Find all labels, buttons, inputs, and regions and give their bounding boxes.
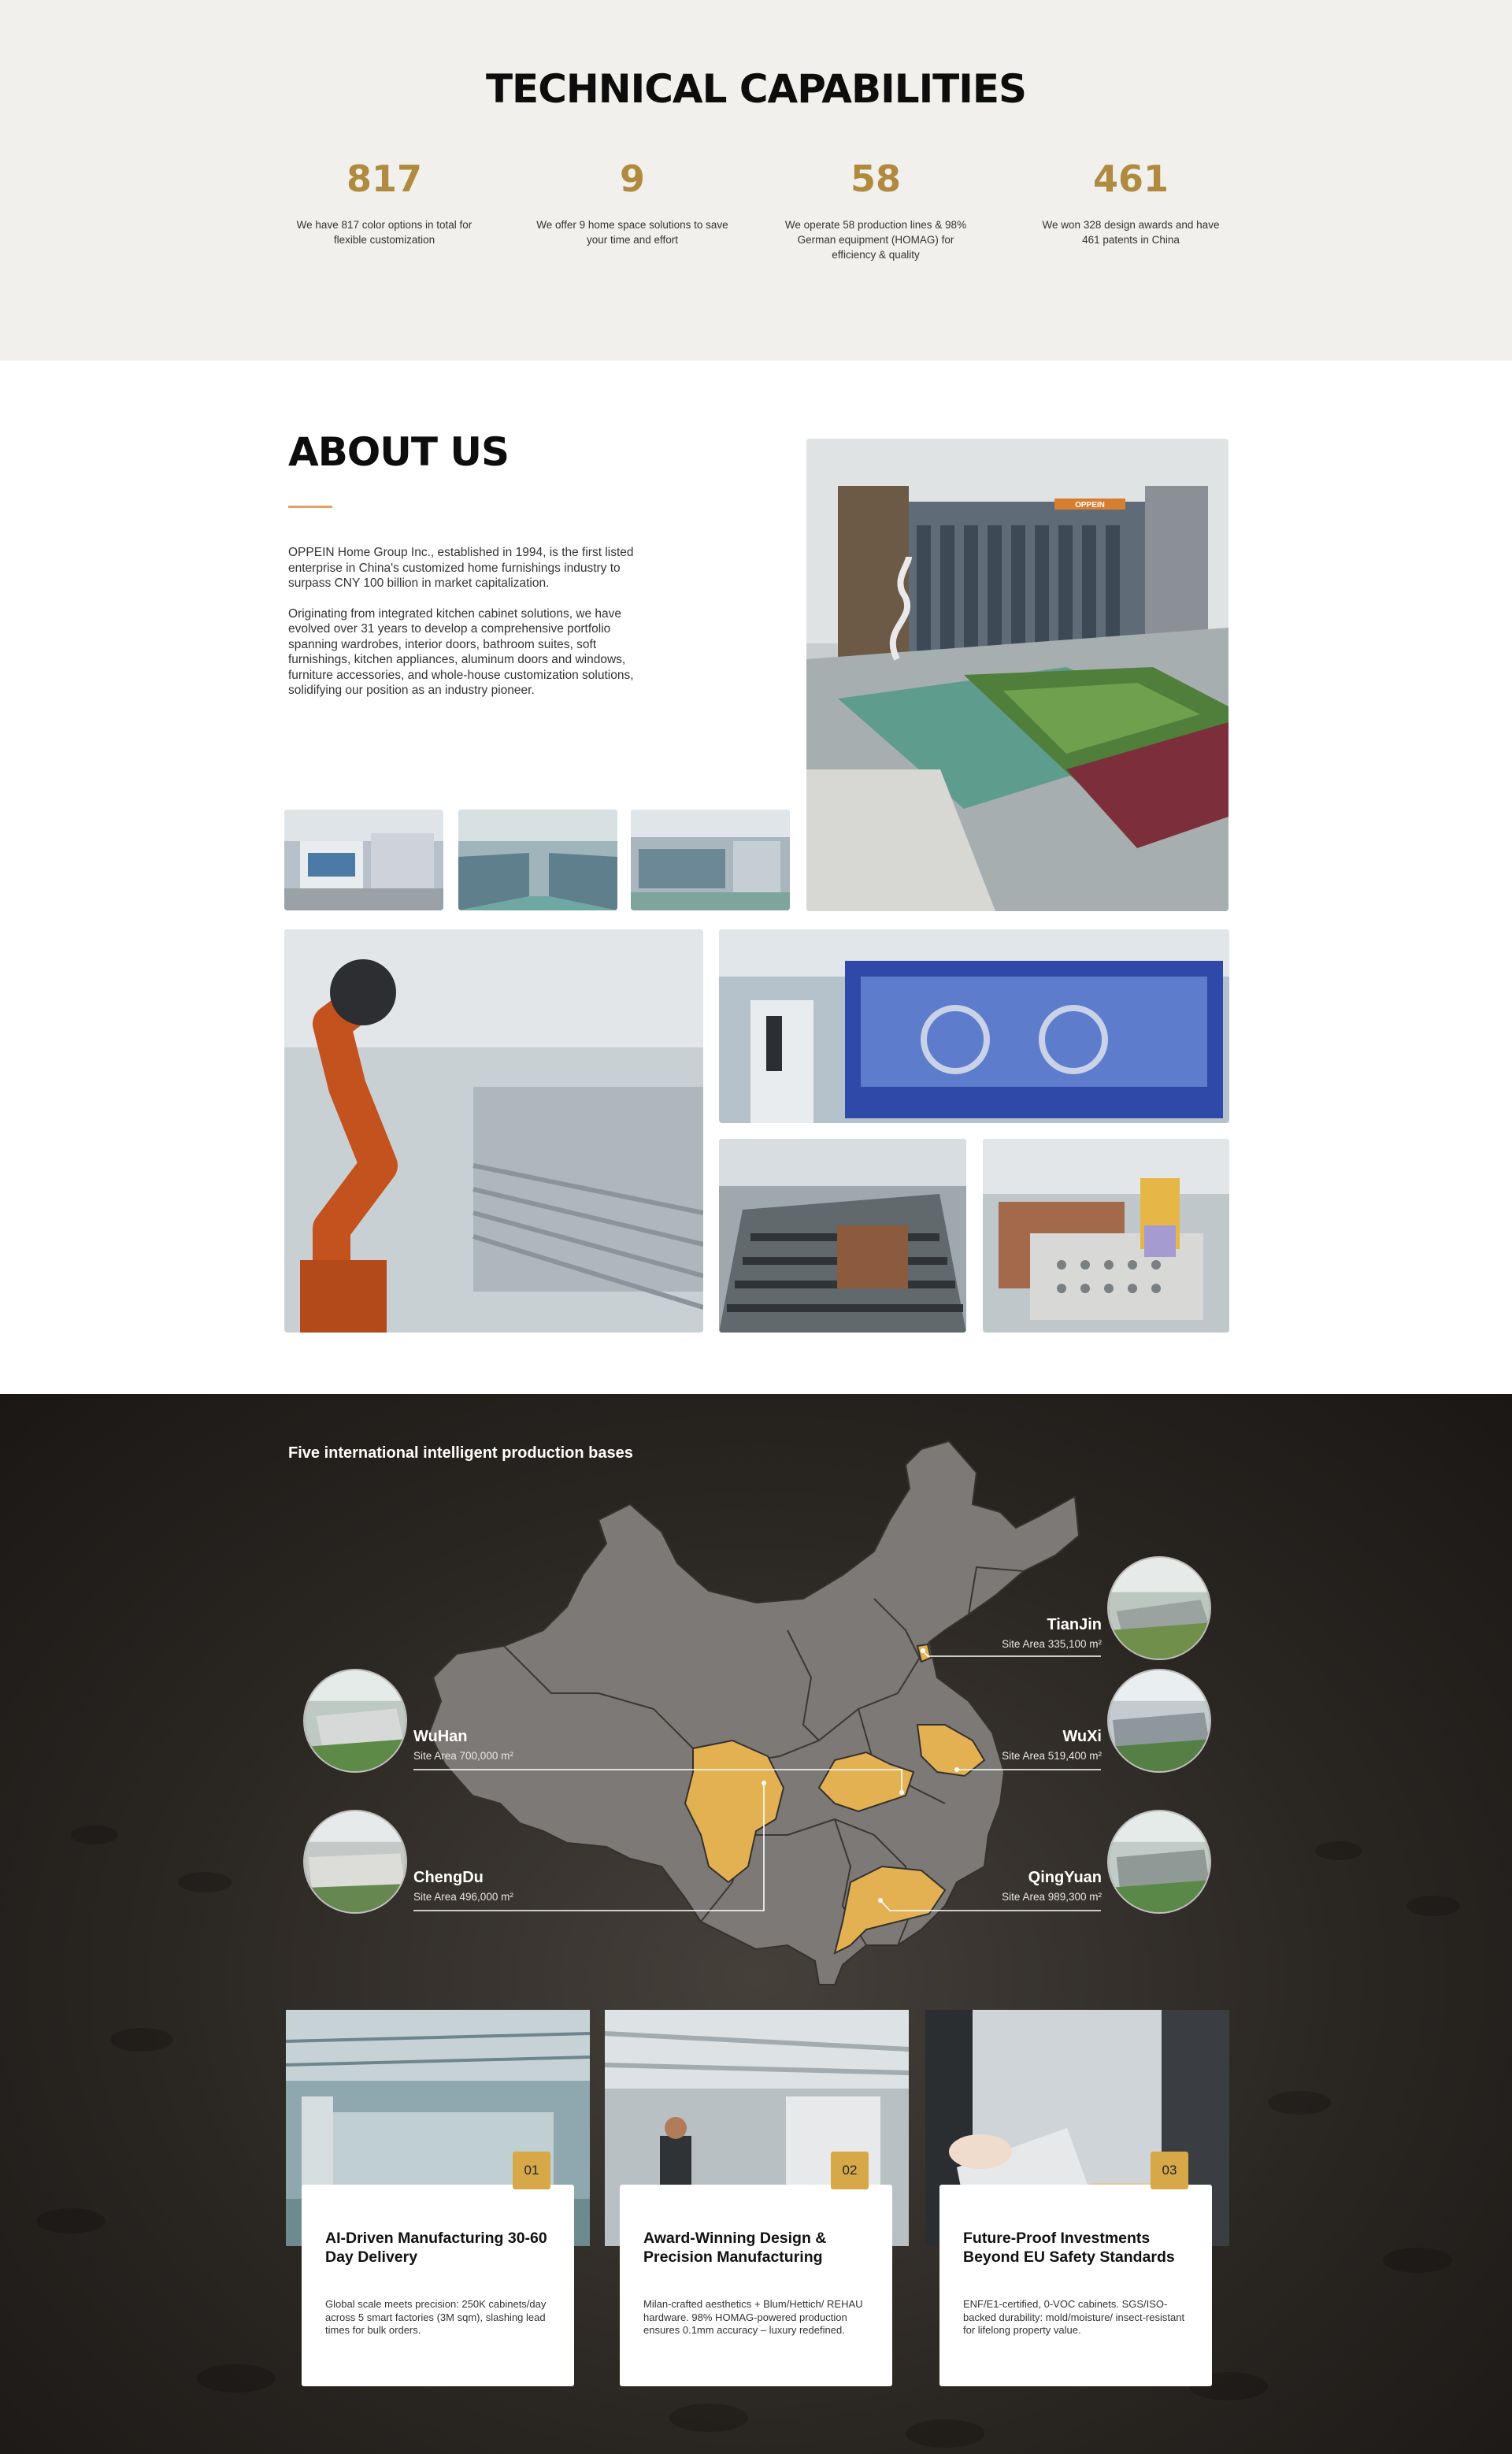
feature-title: Future-Proof Investments Beyond EU Safety Standards	[963, 2230, 1175, 2266]
site-area-chengdu: Site Area 496,000 m²	[413, 1891, 513, 1903]
feature-card	[620, 2163, 892, 2386]
feature-number-badge: 03	[1151, 2152, 1188, 2189]
wuxi-factory-photo	[1107, 1669, 1211, 1773]
wuhan-factory-photo	[303, 1669, 407, 1773]
site-name-tianjin: TianJin	[1047, 1616, 1102, 1633]
section-title: TECHNICAL CAPABILITIES	[485, 66, 1027, 112]
conveyor-photo	[719, 1139, 966, 1333]
feature-text: ENF/E1-certified, 0-VOC cabinets. SGS/ISO-backed durability: mold/moisture/ insect-resistant for lifelong property value.	[963, 2298, 1185, 2336]
tianjin-factory-photo	[1107, 1556, 1211, 1660]
stat-space-solutions	[522, 158, 743, 247]
feature-number-badge: 02	[831, 2152, 869, 2189]
title-underline	[288, 506, 332, 508]
site-name-chengdu: ChengDu	[413, 1869, 484, 1886]
hq-sign: OPPEIN	[1075, 501, 1105, 510]
feature-text: Global scale meets precision: 250K cabinets/day across 5 smart factories (3M sqm), slashing lead times for bulk orders.	[325, 2298, 547, 2336]
stat-number: 9	[619, 158, 645, 200]
stat-description: We operate 58 production lines & 98% German equipment (HOMAG) for efficiency & quality	[784, 219, 967, 261]
feature-text: Milan-crafted aesthetics + Blum/Hettich/ REHAU hardware. 98% HOMAG-powered production ensures 0.1mm accuracy – luxury redefined.	[643, 2298, 863, 2336]
bases-title: Five international intelligent production bases	[288, 1444, 633, 1462]
stat-production-lines	[765, 158, 986, 262]
feature-number-badge: 01	[513, 2152, 550, 2189]
china-map-outline	[429, 1441, 1079, 1985]
about-paragraph: OPPEIN Home Group Inc., established in 1994, is the first listed enterprise in China's customized home furnishings industry to surpass CNY 100 billion in market capitalization.	[288, 546, 634, 590]
stat-number: 58	[850, 158, 901, 200]
about-paragraph: Originating from integrated kitchen cabinet solutions, we have evolved over 31 years to develop a comprehensive portfolio spanning wardrobes, interior doors, bathroom suites, soft furnishings, kitchen appliances, aluminum doors and windows, furniture accessories, and whole-house customization solutions, solidifying our position as an industry pioneer.	[288, 606, 634, 697]
about-title: ABOUT US	[288, 429, 510, 475]
qingyuan-factory-photo	[1107, 1810, 1211, 1914]
factory-photo	[458, 810, 617, 910]
site-area-wuhan: Site Area 700,000 m²	[413, 1750, 513, 1762]
stat-color-options	[274, 158, 495, 247]
site-name-wuhan: WuHan	[413, 1728, 468, 1745]
stat-description: We offer 9 home space solutions to save your time and effort	[536, 219, 728, 246]
stat-description: We won 328 design awards and have 461 patents in China	[1042, 219, 1220, 246]
stat-number: 817	[346, 158, 423, 200]
chengdu-factory-photo	[303, 1810, 407, 1914]
feature-title: Award-Winning Design & Precision Manufacturing	[643, 2230, 827, 2266]
site-name-wuxi: WuXi	[1062, 1728, 1102, 1745]
stat-description: We have 817 color options in total for flexible customization	[296, 219, 472, 246]
factory-photo	[631, 810, 790, 910]
feature-title: AI-Driven Manufacturing 30-60 Day Delivery	[325, 2230, 547, 2266]
feature-card	[939, 2163, 1212, 2386]
tianjin-connector	[923, 1651, 1101, 1656]
technical-capabilities-section	[0, 0, 1512, 361]
cnc-machine-photo	[983, 1139, 1229, 1333]
stat-number: 461	[1092, 158, 1169, 200]
headquarters-photo	[806, 439, 1228, 911]
factory-photo	[284, 810, 443, 910]
site-area-tianjin: Site Area 335,100 m²	[1002, 1638, 1102, 1650]
edge-banding-machine-photo	[719, 929, 1229, 1123]
site-area-wuxi: Site Area 519,400 m²	[1002, 1750, 1102, 1762]
about-description	[288, 545, 652, 699]
site-name-qingyuan: QingYuan	[1028, 1869, 1102, 1886]
feature-card	[302, 2163, 574, 2386]
stat-patents	[1021, 158, 1241, 247]
robot-arm-photo	[284, 929, 703, 1333]
site-area-qingyuan: Site Area 989,300 m²	[1002, 1891, 1102, 1903]
